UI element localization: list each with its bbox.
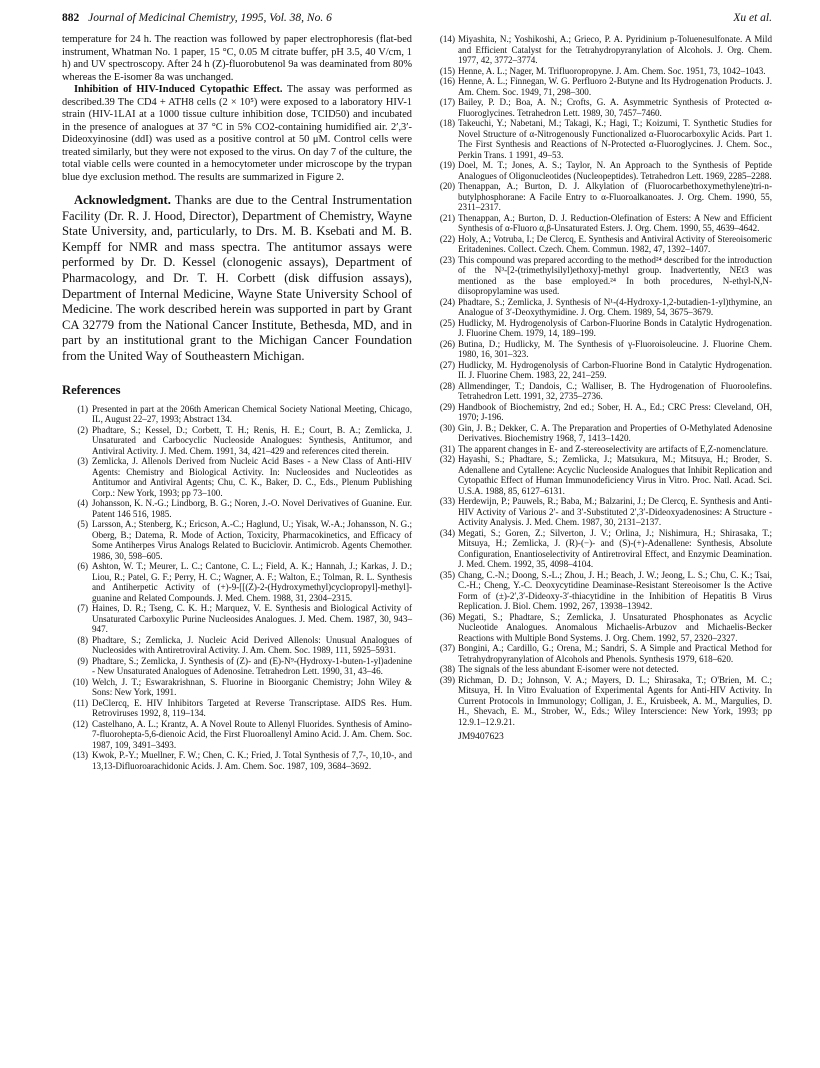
reference-item [428, 643, 772, 664]
page-number: 882 [62, 12, 80, 24]
reference-number: (15) [439, 65, 455, 76]
reference-text: Kwok, P.-Y.; Muellner, F. W.; Chen, C. K.; Fried, J. Total Synthesis of 7,7-, 10,10-, and 13,13-Difluoroarachidonic Acids. J. Am. Chem. Soc. 1987, 109, 3684–3692. [92, 750, 412, 771]
running-authors: Xu et al. [733, 12, 772, 24]
reference-number: (10) [72, 676, 88, 687]
reference-item [428, 213, 772, 234]
reference-number: (35) [439, 569, 455, 580]
reference-item [428, 66, 772, 77]
reference-number: (39) [439, 674, 455, 685]
reference-number: (11) [73, 697, 88, 708]
reference-text: Thenappan, A.; Burton, D. J. Alkylation of (Fluorocarbethoxymethylene)tri-n-butylphosphorane: A Facile Entry to α-Fluoroalkanoates. J. Org. Chem. 1990, 55, 2311–2317. [458, 181, 772, 212]
reference-text: Zemlicka, J. Allenols Derived from Nucleic Acid Bases - a New Class of Anti-HIV Agents: Chemistry and Biological Activity. In: Nucleosides and Nucleotides as Antitumor and Antiviral Agents; Chu, C. K., Baker, D. C., Eds., Plenum Publishing Corp.: New York, 1993; pp 73–100. [92, 456, 412, 498]
reference-text: Doel, M. T.; Jones, A. S.; Taylor, N. An Approach to the Synthesis of Peptide Analogues of Oligonucleotides (Nucleopeptides). Tetrahedron Lett. 1969, 2285–2288. [458, 160, 772, 181]
hiv-assay-paragraph [62, 84, 412, 184]
reference-number: (33) [439, 496, 455, 506]
reference-number: (1) [77, 403, 88, 414]
journal-citation: Journal of Medicinal Chemistry, 1995, Vol. 38, No. 6 [88, 12, 332, 24]
reference-number: (5) [77, 519, 88, 530]
reference-text: Handbook of Biochemistry, 2nd ed.; Sober, H. A., Ed.; CRC Press: Cleveland, OH, 1970; J-196. [458, 401, 772, 422]
reference-number: (3) [77, 456, 88, 467]
reference-number: (22) [439, 233, 455, 244]
reference-number: (20) [439, 181, 455, 191]
reference-item [428, 528, 772, 570]
reference-text: Megati, S.; Goren, Z.; Silverton, J. V.; Orlina, J.; Nishimura, H.; Shirasaka, T.; Mitsuya, H.; Zemlicka, J. (R)-(−)- and (S)-(+)-Adenallene: Synthesis, Absolute Configuration, Enantioselectivity of Antiretroviral Effect, and Enzymic Deamination. J. Med. Chem. 1992, 35, 4098–4104. [458, 527, 772, 569]
reference-item [62, 750, 412, 771]
right-column [428, 34, 772, 742]
reference-item [428, 76, 772, 97]
reference-item [62, 456, 412, 498]
reference-item [62, 635, 412, 656]
reference-item [428, 297, 772, 318]
reference-item [428, 612, 772, 644]
reference-number: (34) [439, 527, 455, 538]
reference-item [62, 498, 412, 519]
reference-text: Takeuchi, Y.; Nabetani, M.; Takagi, K.; Hagi, T.; Koizumi, T. Synthetic Studies for Novel Structure of α-Nitrogenously Functionalized α-Fluorocarboxylic Acids. Part 1. The First Synthesis and Reactions of N-Protected α-Fluoroglycines. J. Chem. Soc., Perkin Trans. 1 1991, 49–53. [458, 118, 772, 160]
reference-item [62, 677, 412, 698]
reference-text: Phadtare, S.; Zemlicka, J. Synthesis of N¹-(4-Hydroxy-1,2-butadien-1-yl)thymine, an Analogue of 3′-Deoxythymidine. J. Org. Chem. 1989, 54, 3675–3679. [458, 296, 772, 317]
reference-number: (6) [77, 561, 88, 572]
reference-item [428, 381, 772, 402]
reference-text: Chang, C.-N.; Doong, S.-L.; Zhou, J. H.; Beach, J. W.; Jeong, L. S.; Chu, C. K.; Tsai, C.-H.; Cheng, Y.-C. Deoxycytidine Deaminase-Resistant Stereoisomer Is the Active Form of (±)-2′,3′-Dideoxy-3′-thiacytidine in the Inhibition of Hepatitis B Virus Replication. J. Biol. Chem. 1992, 267, 13938–13942. [458, 569, 772, 611]
references-list-left [62, 404, 412, 772]
reference-text: Bailey, P. D.; Boa, A. N.; Crofts, G. A. Asymmetric Synthesis of Protected α-Fluoroglycines. Tetrahedron Lett. 1989, 30, 7457–7460. [458, 97, 772, 118]
acknowledgment-heading: Acknowledgment. [74, 193, 171, 207]
reference-text: Phadtare, S.; Kessel, D.; Corbett, T. H.; Renis, H. E.; Court, B. A.; Zemlicka, J. Unsaturated and Carbocyclic Nucleoside Analogues: Synthesis, Antitumor, and Antiviral Activity. J. Med. Chem. 1991, 34, 421–429 and references cited therein. [92, 424, 412, 456]
reference-text: Ashton, W. T.; Meurer, L. C.; Cantone, C. L.; Field, A. K.; Hannah, J.; Karkas, J. D.; Liou, R.; Patel, G. F.; Perry, H. C.; Wagner, A. F.; Walton, E.; Tolman, R. L. Synthesis and Antiherpetic Activity of (+)-9-[[(Z)-2-(Hydroxymethyl)cyclopropyl]-methyl]-guanine and Related Compounds. J. Med. Chem. 1988, 31, 2304–2315. [92, 561, 412, 603]
reference-text: The signals of the less abundant E-isomer were not detected. [458, 664, 679, 674]
reference-item [428, 339, 772, 360]
reference-text: Castelhano, A. L.; Krantz, A. A Novel Route to Allenyl Fluorides. Synthesis of Amino-7-fluorohepta-5,6-dienoic Acid, the First Fluoroallenyl Amino Acid. J. Am. Chem. Soc. 1987, 109, 3491–3493. [92, 718, 412, 750]
reference-number: (16) [439, 76, 455, 86]
reference-number: (38) [439, 664, 455, 674]
reference-number: (8) [77, 634, 88, 645]
reference-item [62, 561, 412, 603]
acknowledgment-paragraph [62, 193, 412, 365]
reference-text: Hudlicky, M. Hydrogenolysis of Carbon-Fluorine Bond in Catalytic Hydrogenation. II. J. Fluorine Chem. 1983, 22, 241–259. [458, 359, 772, 380]
reference-text: Henne, A. L.; Finnegan, W. G. Perfluoro 2-Butyne and Its Hydrogenation Products. J. Am. Chem. Soc. 1949, 71, 298–300. [458, 76, 772, 97]
reference-text: Hayashi, S.; Phadtare, S.; Zemlicka, J.; Matsukura, M.; Mitsuya, H.; Broder, S. Adenallene and Cytallene: Acyclic Nucleoside Analogues that Inhibit Replication and Cytopathic Effect of Human Immunodeficiency Virus in Vitro. Proc. Natl. Acad. Sci. U.S.A. 1988, 85, 6127–6131. [458, 454, 772, 496]
reference-item [62, 656, 412, 677]
reference-number: (19) [439, 160, 455, 170]
reference-text: Herdewijn, P.; Pauwels, R.; Baba, M.; Balzarini, J.; De Clercq, E. Synthesis and Anti-HIV Activity of Various 2′- and 3′-Substituted 2′,3′-Dideoxyadenosines: A Structure - Activity Analysis. J. Med. Chem. 1987, 30, 2131–2137. [458, 496, 772, 527]
running-header [62, 12, 772, 26]
reference-text: Hudlicky, M. Hydrogenolysis of Carbon-Fluorine Bonds in Catalytic Hydrogenation. J. Fluorine Chem. 1979, 14, 189–199. [458, 317, 772, 338]
reference-text: Phadtare, S.; Zemlicka, J. Nucleic Acid Derived Allenols: Unusual Analogues of Nucleosides with Antiretroviral Activity. J. Am. Chem. Soc. 1989, 111, 5925–5931. [92, 634, 412, 656]
reference-text: Holy, A.; Votruba, I.; De Clercq, E. Synthesis and Antiviral Activity of Stereoisomeric Eritadenines. Collect. Czech. Chem. Commun. 1982, 47, 1392–1407. [458, 233, 772, 254]
reference-number: (24) [439, 296, 455, 307]
reference-number: (25) [439, 317, 455, 328]
reference-text: Miyashita, N.; Yoshikoshi, A.; Grieco, P. A. Pyridinium p-Toluenesulfonate. A Mild and Efficient Catalyst for the Tetrahydropyranylation of Alcohols. J. Org. Chem. 1977, 42, 3772–3774. [458, 34, 772, 65]
reference-number: (17) [439, 97, 455, 107]
reference-text: Megati, S.; Phadtare, S.; Zemlicka, J. Unsaturated Phosphonates as Acyclic Nucleotide Analogues. Anomalous Michaelis-Arbuzov and Michaelis-Becker Reactions with Multiple Bond Systems. J. Org. Chem. 1992, 57, 2320–2327. [458, 611, 772, 643]
reference-item [428, 402, 772, 423]
reference-number: (28) [439, 380, 455, 391]
reference-item [428, 255, 772, 297]
manuscript-code: JM9407623 [458, 731, 504, 742]
reference-text: DeClercq, E. HIV Inhibitors Targeted at Reverse Transcriptase. AIDS Res. Hum. Retroviruses 1992, 8, 119–134. [92, 697, 412, 719]
reference-text: Allmendinger, T.; Dandois, C.; Walliser, B. The Hydrogenation of Fluoroolefins. Tetrahedron Lett. 1991, 32, 2735–2736. [458, 380, 772, 401]
reference-number: (7) [77, 603, 88, 614]
reference-item [62, 425, 412, 457]
reference-number: (12) [72, 718, 88, 729]
references-list-right [428, 34, 772, 727]
reference-number: (29) [439, 401, 455, 412]
reference-item [62, 698, 412, 719]
reference-item [428, 234, 772, 255]
hiv-assay-text: The assay was performed as described.39 The CD4 + ATH8 cells (2 × 10⁵) were exposed to a laboratory HIV-1 strain (HIV-1LAI at a 1000 tissue culture inhibition dose, TCID50) and incubated in the presence of analogues at 37 °C in 5% CO2-containing humidified air. 2′,3′-Dideoxyinosine (ddI) was used as a positive control at 50 μM. Control cells were treated similarly, but they were not exposed to the virus. On day 7 of the culture, the total viable cells were counted in a hemocytometer under microscope by the trypan blue dye exclusion method. The results are summarized in Figure 2. [62, 84, 413, 183]
reference-text: Bongini, A.; Cardillo, G.; Orena, M.; Sandri, S. A Simple and Practical Method for Tetrahydropyranylation of Alcohols and Phenols. Synthesis 1979, 618–620. [458, 643, 772, 664]
reference-number: (36) [439, 611, 455, 622]
reference-number: (4) [77, 498, 88, 509]
reference-item [428, 34, 772, 66]
reference-text: The apparent changes in E- and Z-stereoselectivity are artifacts of E,Z-nomenclature. [458, 443, 769, 454]
reference-number: (31) [439, 443, 455, 454]
reference-text: Butina, D.; Hudlicky, M. The Synthesis of γ-Fluoroisoleucine. J. Fluorine Chem. 1980, 16, 301–323. [458, 338, 772, 359]
reference-number: (30) [439, 422, 455, 433]
reference-item [428, 118, 772, 160]
reference-item [428, 496, 772, 528]
reference-number: (23) [439, 254, 455, 265]
experimental-paragraph: temperature for 24 h. The reaction was followed by paper electrophoresis (flat-bed instrument, Whatman No. 1 paper, 15 °C, 0.05 M citrate buffer, pH 3.5, 40 V/cm, 1 h) and UV spectroscopy. After 24 h (Z)-fluorobutenol 9a was deaminated from 80% whereas the E-isomer 8a was unchanged. [62, 34, 412, 83]
reference-item [428, 181, 772, 213]
reference-text: Johansson, K. N.-G.; Lindborg, B. G.; Noren, J.-O. Novel Derivatives of Guanine. Eur. Patent 146 516, 1985. [92, 498, 412, 519]
reference-item [62, 404, 412, 425]
reference-text: Haines, D. R.; Tseng, C. K. H.; Marquez, V. E. Synthesis and Biological Activity of Unsaturated Carboxylic Purine Nucleosides Analogues. J. Med. Chem. 1987, 30, 943–947. [92, 603, 412, 635]
section-heading: Inhibition of HIV-Induced Cytopathic Effect. [74, 84, 283, 95]
reference-number: (26) [439, 338, 455, 349]
reference-number: (9) [77, 655, 88, 666]
reference-number: (27) [439, 359, 455, 370]
reference-item [62, 719, 412, 751]
reference-item [62, 519, 412, 561]
reference-item [428, 675, 772, 728]
reference-item [428, 664, 772, 675]
acknowledgment-text: Thanks are due to the Central Instrumentation Facility (Dr. R. J. Hood, Director), Department of Chemistry, Wayne State University, and, particularly, to Drs. M. B. Ksebati and M. B. Kempff for NMR and mass spectra. The antitumor assays were performed by Dr. D. Kessel (clonogenic assays), Department of Pharmacology, and Dr. T. H. Corbett (disk diffusion assays), Department of Internal Medicine, Wayne State University School of Medicine. The work described herein was supported in part by Grant CA 32779 from the National Cancer Institute, Bethesda, MD, and in part by an institutional grant to the Michigan Cancer Foundation from the United Way of Southeastern Michigan. [62, 193, 413, 363]
reference-number: (37) [439, 643, 455, 653]
reference-text: Gin, J. B.; Dekker, C. A. The Preparation and Properties of O-Methylated Adenosine Derivatives. Biochemistry 1968, 7, 1413–1420. [458, 422, 772, 443]
reference-item [62, 603, 412, 635]
reference-item [428, 360, 772, 381]
reference-text: Henne, A. L.; Nager, M. Trifluoropropyne. J. Am. Chem. Soc. 1951, 73, 1042–1043. [458, 65, 766, 76]
reference-item [428, 454, 772, 496]
reference-text: Welch, J. T.; Eswarakrishnan, S. Fluorine in Bioorganic Chemistry; John Wiley & Sons: New York, 1991. [92, 676, 412, 698]
left-column [62, 34, 412, 771]
reference-item [428, 444, 772, 455]
reference-item [428, 97, 772, 118]
reference-text: Richman, D. D.; Johnson, V. A.; Mayers, D. L.; Shirasaka, T.; O'Brien, M. C.; Mitsuya, H. In Vitro Evaluation of Experimental Agents for Anti-HIV Activity. In Current Protocols in Immunology; Colligan, J. E., Kruisbeek, A. M., Margulies, D. H., Shevach, E. M., Strober, W., Eds.; Wiley Interscience: New York, 1993; pp 12.9.1–12.9.21. [458, 674, 772, 727]
reference-item [428, 160, 772, 181]
reference-number: (13) [72, 750, 88, 761]
reference-number: (18) [439, 118, 455, 128]
reference-text: Larsson, A.; Stenberg, K.; Ericson, A.-C.; Haglund, U.; Yisak, W.-A.; Johansson, N. G.; Oberg, B.; Datema, R. Mode of Action, Toxicity, Pharmacokinetics, and Efficacy of Some Antiherpes Virus Analogs Related to Buciclovir. Antimicrob. Agents Chemother. 1986, 30, 598–605. [92, 519, 412, 561]
reference-number: (14) [439, 34, 455, 44]
reference-text: Thenappan, A.; Burton, D. J. Reduction-Olefination of Esters: A New and Efficient Synthesis of α-Fluoro α,β-Unsaturated Esters. J. Org. Chem. 1990, 55, 4639–4642. [458, 212, 772, 233]
reference-number: (2) [77, 424, 88, 435]
references-heading: References [62, 382, 121, 397]
reference-text: This compound was prepared according to the method²⁴ described for the introduction of the N³-[2-(trimethylsilyl)ethoxy]-methyl group. Inadvertently, NEt3 was mentioned as the base employed.²⁴ In both procedures, N-ethyl-N,N-diisopropylamine was used. [458, 254, 772, 296]
reference-text: Phadtare, S.; Zemlicka, J. Synthesis of (Z)- and (E)-N⁹-(Hydroxy-1-buten-1-yl)adenine - New Unsaturated Analogues of Adenosine. Tetrahedron Lett. 1990, 31, 43–46. [92, 655, 412, 677]
reference-text: Presented in part at the 206th American Chemical Society National Meeting, Chicago, IL, August 22–27, 1993; Abstract 134. [92, 403, 412, 425]
reference-item [428, 570, 772, 612]
reference-item [428, 423, 772, 444]
reference-number: (32) [439, 454, 455, 464]
reference-item [428, 318, 772, 339]
reference-number: (21) [439, 212, 455, 223]
